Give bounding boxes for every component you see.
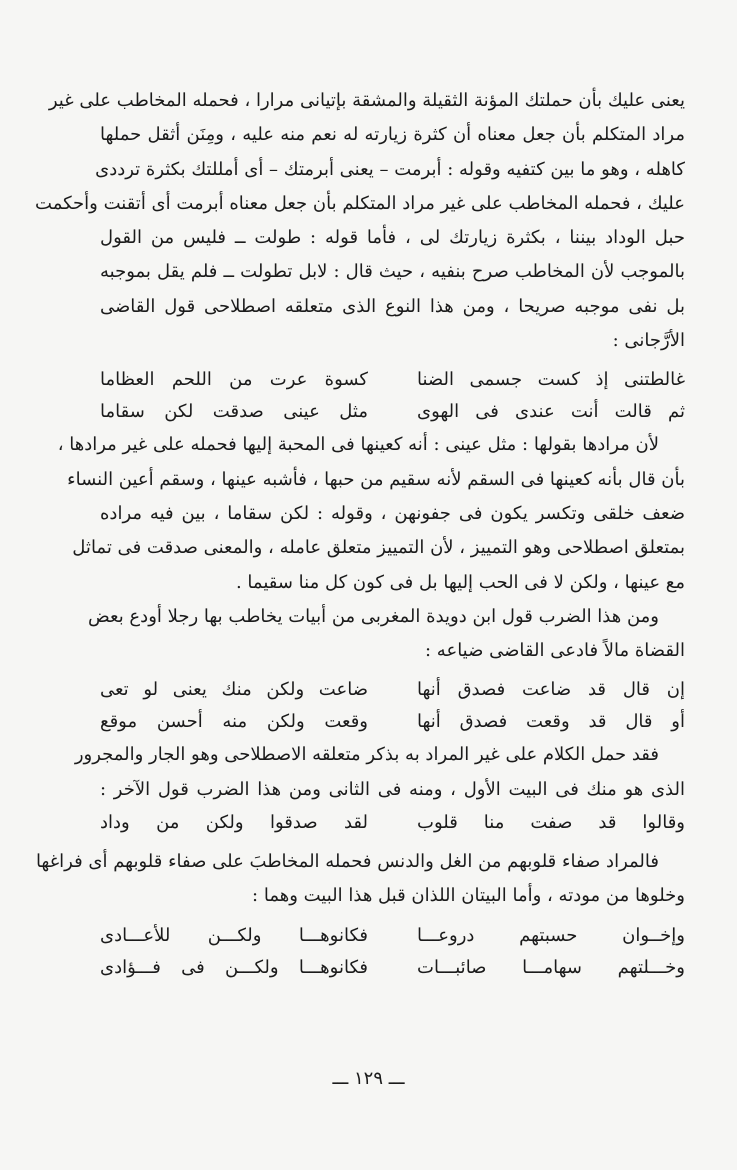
verse-first-hemistich: غالطتنى إذ كست جسمى الضنا — [417, 369, 685, 391]
text-line: لأن مرادها بقولها : مثل عينى : أنه كعينها فى المحبة إليها فحمله على غير مرادها ، — [57, 434, 659, 456]
text-line: حبل الوداد بيننا ، بكثرة زيارتك لى ، فأما قوله : طولت ــ فليس من القول — [100, 227, 685, 249]
text-line: فقد حمل الكلام على غير المراد به بذكر متعلقه الاصطلاحى وهو الجار والمجرور — [74, 744, 659, 766]
verse-second-hemistich: مثل عينى صدقت لكن سقاما — [100, 401, 368, 423]
verse-line — [100, 706, 685, 738]
text-line: بالموجب لأن المخاطب صرح بنفيه ، حيث قال : لابل تطولت ــ فلم يقل بموجبه — [100, 261, 685, 283]
text-line: ضعف خلقى وتكسر يكون فى جفونهن ، وقوله : لكن سقاما ، بين فيه مراده — [100, 502, 685, 524]
verse-second-hemistich: فكانوهـــا ولكـــن فى فـــؤادى — [100, 956, 368, 978]
verse-line — [100, 396, 685, 428]
verse-block-2 — [100, 674, 685, 738]
verse-line — [100, 364, 685, 396]
verse-block-1 — [100, 364, 685, 428]
verse-line — [100, 952, 685, 984]
verse-second-hemistich: ضاعت ولكن منك يعنى لو تعى — [100, 679, 368, 701]
verse-second-hemistich: فكانوهـــا ولكـــن للأعـــادى — [100, 924, 368, 946]
text-line: مع عينها ، ولكن لا فى الحب إليها بل فى كون كل منا سقيما . — [235, 571, 685, 593]
verse-first-hemistich: وخـــلتهم سهامـــا صائبـــات — [417, 956, 685, 978]
paragraph-5 — [35, 845, 685, 914]
text-line: عليك ، فحمله المخاطب على غير مراد المتكلم بأن جعل معناه أبرمت أى أتقنت وأحكمت — [35, 192, 685, 214]
verse-block-4 — [100, 920, 685, 984]
verse-line — [100, 674, 685, 706]
verse-line — [100, 920, 685, 952]
text-line: الأرَّجانى : — [612, 330, 685, 352]
text-line: وخلوها من مودته ، وأما البيتان اللذان قبل هذا البيت وهما : — [252, 885, 685, 907]
paragraph-2 — [57, 428, 685, 599]
verse-first-hemistich: وقالوا قد صفت منا قلوب — [417, 812, 685, 834]
text-line: القضاة مالاً فادعى القاضى ضياعه : — [425, 640, 685, 662]
text-line: بمتعلق اصطلاحى وهو التمييز ، لأن التمييز متعلق عامله ، والمعنى صدقت فى تماثل — [72, 537, 685, 559]
page-number: ـــ ١٢٩ ـــ — [332, 1068, 405, 1089]
text-line: بل نفى موجبه صريحا ، ومن هذا النوع الذى متعلقه اصطلاحى قول القاضى — [100, 295, 685, 317]
verse-first-hemistich: وإخــوان حسبتهم دروعـــا — [417, 924, 685, 946]
verse-second-hemistich: وقعت ولكن منه أحسن موقع — [100, 711, 368, 733]
verse-block-3 — [100, 807, 685, 839]
text-line: كاهله ، وهو ما بين كتفيه وقوله : أبرمت – يعنى أبرمتك – أى أمللتك بكثرة ترددى — [95, 158, 685, 180]
text-line: يعنى عليك بأن حملتك المؤنة الثقيلة والمشقة بإتيانى مرارا ، فحمله المخاطب على غير — [48, 90, 685, 111]
text-line: فالمراد صفاء قلوبهم من الغل والدنس فحمله المخاطبَ على صفاء قلوبهم أى فراغها — [35, 851, 659, 873]
text-line: الذى هو منك فى البيت الأول ، ومنه فى الثانى ومن هذا الضرب قول الآخر : — [100, 778, 685, 800]
paragraph-4 — [74, 738, 685, 807]
verse-second-hemistich: لقد صدقوا ولكن من وداد — [100, 812, 368, 834]
verse-second-hemistich: كسوة عرت من اللحم العظاما — [100, 369, 368, 391]
verse-first-hemistich: ثم قالت أنت عندى فى الهوى — [417, 401, 685, 423]
text-line: ومن هذا الضرب قول ابن دويدة المغربى من أبيات يخاطب بها رجلا أودع بعض — [87, 605, 659, 627]
verse-line — [100, 807, 685, 839]
paragraph-3 — [87, 600, 685, 669]
paragraph-1 — [35, 84, 685, 358]
page-body — [35, 84, 685, 984]
verse-first-hemistich: إن قال قد ضاعت فصدق أنها — [417, 679, 685, 701]
text-line: مراد المتكلم بأن جعل معناه أن كثرة زيارته له نعم منه عليه ، ومِنَن أثقل حملها — [100, 124, 685, 146]
text-line: بأن قال بأنه كعينها فى السقم لأنه سقيم من حبها ، فأشبه عينها ، وسقم أعين النساء — [67, 468, 685, 490]
verse-first-hemistich: أو قال قد وقعت فصدق أنها — [417, 711, 685, 733]
